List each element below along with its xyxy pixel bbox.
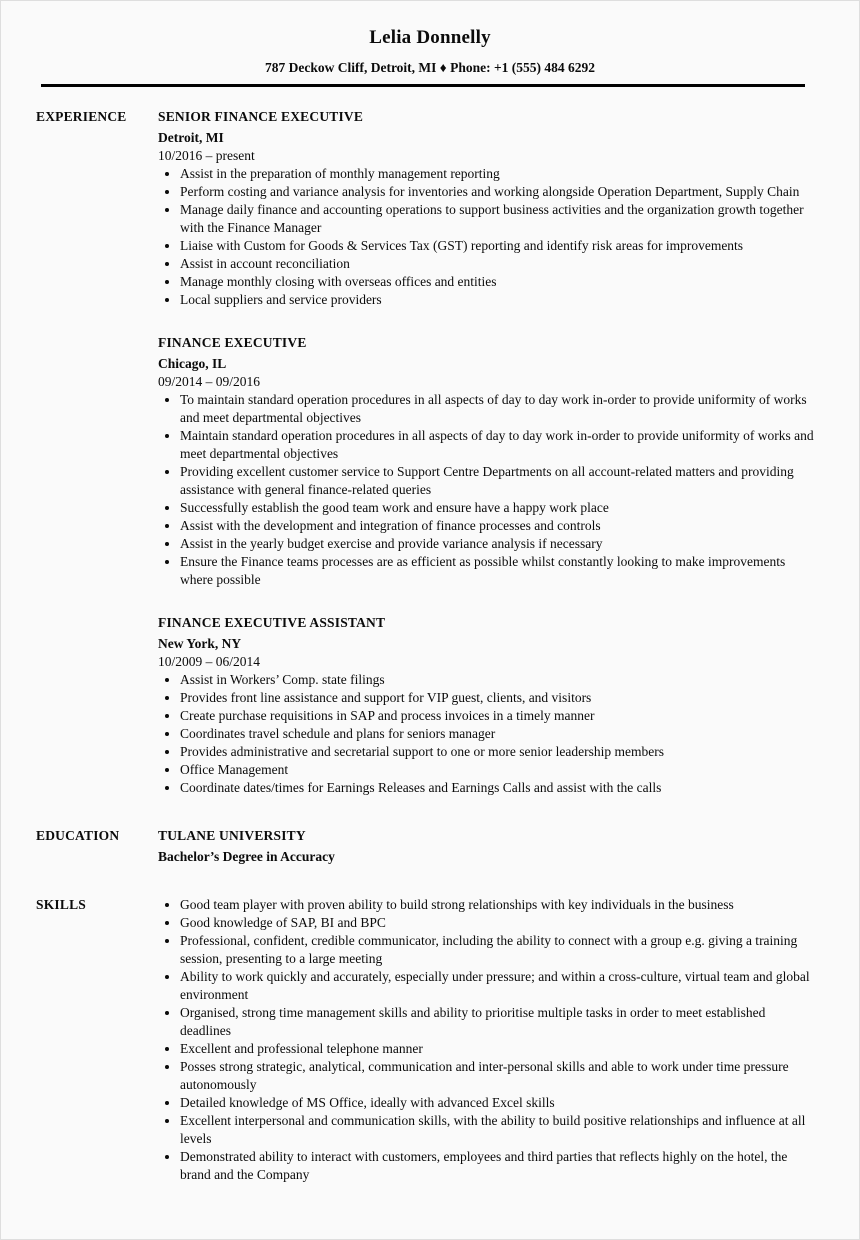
job-entry-senior-finance-executive xyxy=(158,108,814,309)
skills-content xyxy=(158,896,814,1184)
person-name: Lelia Donnelly xyxy=(369,27,491,48)
job-location: Chicago, IL xyxy=(158,356,227,371)
education-degree: Bachelor’s Degree in Accuracy xyxy=(158,849,335,864)
bullet-item: • Excellent interpersonal and communication skills, with the ability to build positive relationships and influence at all levels xyxy=(180,1112,814,1148)
resume-header xyxy=(1,27,859,87)
bullet-item: • Manage daily finance and accounting operations to support business activities and the organization growth together with the Finance Manager xyxy=(180,201,814,237)
section-education xyxy=(36,827,814,866)
education-school: TULANE UNIVERSITY xyxy=(158,828,306,843)
resume-body xyxy=(1,87,859,1184)
skills-bullet-list xyxy=(158,896,814,1184)
experience-content xyxy=(158,108,814,797)
contact-line: 787 Deckow Cliff, Detroit, MI ♦ Phone: +1 (555) 484 6292 xyxy=(264,60,596,75)
bullet-item: • Perform costing and variance analysis for inventories and working alongside Operation Department, Supply Chain xyxy=(180,183,814,201)
bullet-item: • Liaise with Custom for Goods & Services Tax (GST) reporting and identify risk areas for improvements xyxy=(180,237,814,255)
education-label: EDUCATION xyxy=(36,828,120,843)
bullet-item: • Assist in Workers’ Comp. state filings xyxy=(180,671,814,689)
job-title: FINANCE EXECUTIVE ASSISTANT xyxy=(158,615,386,630)
job-location: Detroit, MI xyxy=(158,130,224,145)
bullet-item: • To maintain standard operation procedures in all aspects of day to day work in-order to provide uniformity of works and meet departmental objectives xyxy=(180,391,814,427)
job-entry-finance-executive-assistant xyxy=(158,614,814,797)
section-experience xyxy=(36,108,814,797)
bullet-item: • Ability to work quickly and accurately, especially under pressure; and within a cross-culture, virtual team and global environment xyxy=(180,968,814,1004)
job-dates: 09/2014 – 09/2016 xyxy=(158,374,261,389)
bullet-item: • Demonstrated ability to interact with customers, employees and third parties that reflects highly on the hotel, the brand and the Company xyxy=(180,1148,814,1184)
job-bullet-list xyxy=(158,165,814,309)
bullet-item: • Assist in account reconciliation xyxy=(180,255,814,273)
education-content xyxy=(158,827,814,866)
section-skills xyxy=(36,896,814,1184)
bullet-item: • Coordinates travel schedule and plans for seniors manager xyxy=(180,725,814,743)
bullet-item: • Assist with the development and integration of finance processes and controls xyxy=(180,517,814,535)
bullet-item: • Good knowledge of SAP, BI and BPC xyxy=(180,914,814,932)
job-bullet-list xyxy=(158,671,814,797)
bullet-item: • Good team player with proven ability to build strong relationships with key individuals in the business xyxy=(180,896,814,914)
bullet-item: • Provides front line assistance and support for VIP guest, clients, and visitors xyxy=(180,689,814,707)
skills-label: SKILLS xyxy=(36,897,86,912)
bullet-item: • Detailed knowledge of MS Office, ideally with advanced Excel skills xyxy=(180,1094,814,1112)
bullet-item: • Local suppliers and service providers xyxy=(180,291,814,309)
job-entry-finance-executive xyxy=(158,334,814,589)
bullet-item: • Successfully establish the good team work and ensure have a happy work place xyxy=(180,499,814,517)
bullet-item: • Organised, strong time management skills and ability to prioritise multiple tasks in order to meet established deadlines xyxy=(180,1004,814,1040)
bullet-item: • Coordinate dates/times for Earnings Releases and Earnings Calls and assist with the calls xyxy=(180,779,814,797)
bullet-item: • Assist in the preparation of monthly management reporting xyxy=(180,165,814,183)
bullet-item: • Office Management xyxy=(180,761,814,779)
job-dates: 10/2009 – 06/2014 xyxy=(158,654,261,669)
bullet-item: • Professional, confident, credible communicator, including the ability to connect with a group e.g. giving a training session, presenting to a large meeting xyxy=(180,932,814,968)
bullet-item: • Posses strong strategic, analytical, communication and inter-personal skills and able to work under time pressure autonomously xyxy=(180,1058,814,1094)
bullet-item: • Ensure the Finance teams processes are as efficient as possible whilst constantly looking to make improvements where possible xyxy=(180,553,814,589)
bullet-item: • Excellent and professional telephone manner xyxy=(180,1040,814,1058)
experience-label: EXPERIENCE xyxy=(36,109,127,124)
job-title: SENIOR FINANCE EXECUTIVE xyxy=(158,109,364,124)
bullet-item: • Manage monthly closing with overseas offices and entities xyxy=(180,273,814,291)
job-location: New York, NY xyxy=(158,636,242,651)
bullet-item: • Maintain standard operation procedures in all aspects of day to day work in-order to provide uniformity of works and meet departmental objectives xyxy=(180,427,814,463)
bullet-item: • Providing excellent customer service to Support Centre Departments on all account-related matters and providing assistance with general finance-related queries xyxy=(180,463,814,499)
job-dates: 10/2016 – present xyxy=(158,148,255,163)
job-title: FINANCE EXECUTIVE xyxy=(158,335,307,350)
job-bullet-list xyxy=(158,391,814,589)
bullet-item: • Provides administrative and secretarial support to one or more senior leadership members xyxy=(180,743,814,761)
bullet-item: • Assist in the yearly budget exercise and provide variance analysis if necessary xyxy=(180,535,814,553)
bullet-item: • Create purchase requisitions in SAP and process invoices in a timely manner xyxy=(180,707,814,725)
